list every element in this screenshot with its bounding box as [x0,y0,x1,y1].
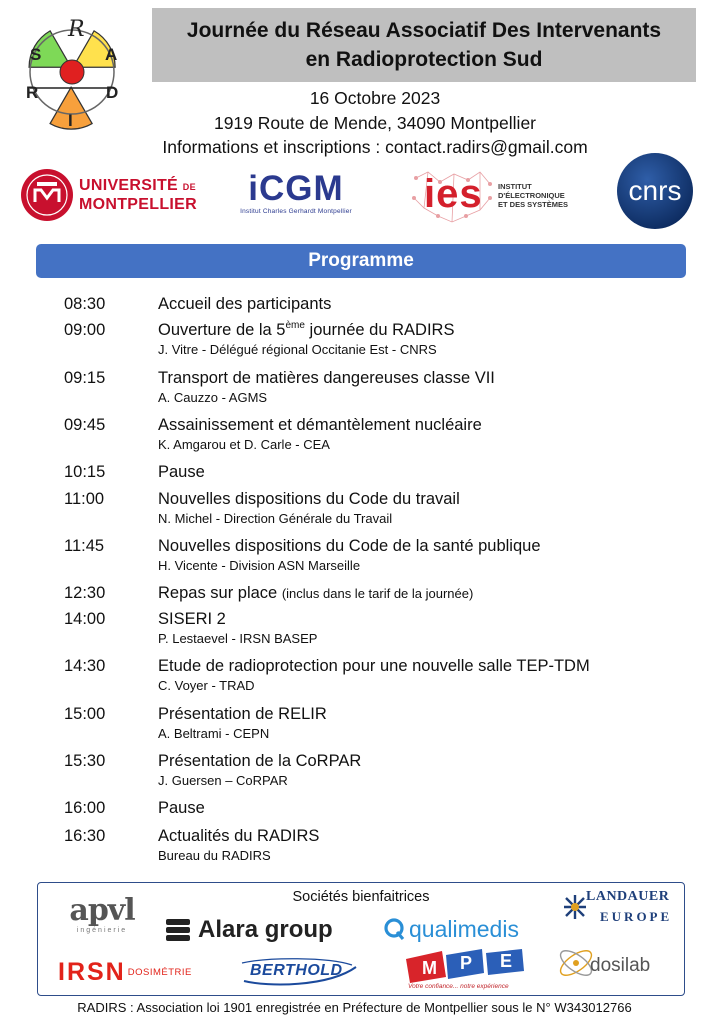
event-title-line-1: Journée du Réseau Associatif Des Intervenants [186,19,662,42]
event-title-line-2: en Radioprotection Sud [305,48,543,71]
berthold-logo [238,957,362,987]
schedule-time: 16:00 [64,799,106,817]
um-de: DE [182,181,196,192]
schedule-time: 15:30 [64,752,106,770]
logo-letter-d: D [106,83,119,102]
um-line-2: MONTPELLIER [79,195,197,213]
ies-logo [410,168,580,226]
apvl-word: apvl [69,893,135,928]
qualimedis-logo [383,913,519,945]
mpe-letter-m: M [422,958,437,978]
um-seal-icon [20,168,74,222]
mpe-letter-p: P [460,953,473,973]
schedule-time: 11:00 [64,490,105,508]
dosilab-word: dosilab [590,955,651,976]
schedule-speaker: A. Cauzzo - AGMS [158,390,268,405]
event-contact: Informations et inscriptions : contact.radirs@gmail.com [162,137,588,157]
mpe-logo [402,945,532,995]
schedule-time: 12:30 [64,584,106,602]
icgm-logo [236,170,356,226]
landauer-star-icon [562,893,588,921]
logo-letter-r-top: R [68,17,85,42]
schedule-title: SISERI 2 [158,610,226,628]
cnrs-word: cnrs [628,175,682,206]
qualimedis-q-icon [383,917,405,941]
schedule-title: Présentation de la CoRPAR [158,752,362,770]
schedule-title-pre: Ouverture de la 5 [158,321,286,339]
mpe-letter-e: E [500,951,513,971]
schedule-time: 09:15 [64,369,106,387]
ies-word: ies [424,172,483,216]
schedule-title: Transport de matières dangereuses classe VII [158,369,495,387]
irsn-subtitle: DOSIMÉTRIE [127,966,192,978]
logo-letter-a: A [105,45,118,64]
logo-letter-i: I [68,111,73,130]
icgm-part-1: iC [248,169,286,208]
schedule-speaker: J. Vitre - Délégué régional Occitanie Est - CNRS [158,342,437,357]
schedule-speaker: A. Beltrami - CEPN [158,726,270,741]
schedule-time: 10:15 [64,463,106,481]
schedule-speaker: P. Lestaevel - IRSN BASEP [158,631,318,646]
dosilab-logo [556,939,668,987]
event-date: 16 Octobre 2023 [309,88,441,108]
schedule-title: Assainissement et démantèlement nucléaire [158,416,482,434]
mpe-tagline: Votre confiance... notre expérience [408,983,509,990]
schedule-time: 14:30 [64,657,106,675]
alara-group-logo [166,913,333,947]
schedule-time: 16:30 [64,827,106,845]
schedule-time: 09:45 [64,416,106,434]
schedule-title: Nouvelles dispositions du Code du travail [158,490,460,508]
event-address: 1919 Route de Mende, 34090 Montpellier [213,113,537,133]
sponsors-heading: Sociétés bienfaitrices [292,889,430,905]
landauer-europe-logo [562,885,680,931]
sponsors-box [37,882,685,996]
schedule-speaker: Bureau du RADIRS [158,848,271,863]
ies-sub-1: INSTITUT [498,182,532,191]
ies-sub-3: ET DES SYSTÈMES [498,200,569,209]
schedule-title: Accueil des participants [158,295,332,313]
schedule-title: Nouvelles dispositions du Code de la santé publique [158,537,541,555]
schedule-title [158,320,454,340]
schedule-title-note: (inclus dans le tarif de la journée) [281,586,474,601]
schedule-speaker: J. Guersen – CoRPAR [158,773,288,788]
schedule-time: 08:30 [64,295,106,313]
mpe-tiles-icon [402,945,532,985]
europe-word: EUROPE [600,909,673,924]
schedule-speaker: N. Michel - Direction Générale du Travail [158,511,393,526]
schedule-speaker: K. Amgarou et D. Carle - CEA [158,437,330,452]
schedule-title: Actualités du RADIRS [158,827,320,845]
schedule-time: 11:45 [64,537,105,555]
icgm-subtitle: Institut Charles Gerhardt Montpellier [240,208,352,215]
radirs-logo [10,8,134,134]
apvl-logo [52,895,152,941]
schedule-time: 15:00 [64,705,106,723]
irsn-word: IRSN [58,957,126,986]
ies-sub-2: D'ÉLECTRONIQUE [498,191,565,200]
schedule-time: 09:00 [64,321,106,339]
schedule-title: Pause [158,799,205,817]
schedule-time: 14:00 [64,610,106,628]
irsn-dosimetrie-logo [58,957,192,987]
logo-letter-r-bottom: R [26,83,39,102]
alara-stack-icon [166,919,190,941]
schedule-title: Présentation de RELIR [158,705,327,723]
schedule-title [158,583,473,604]
alara-word: Alara group [198,916,333,943]
cnrs-logo [616,152,694,230]
qualimedis-word: qualimedis [409,915,519,942]
programme-heading: Programme [36,244,686,278]
logo-letter-s: S [30,45,42,64]
schedule-title-post: journée du RADIRS [304,321,455,339]
schedule-title-main: Repas sur place [158,584,278,602]
schedule-title: Pause [158,463,205,481]
icgm-part-2: GM [285,169,344,208]
berthold-word: BERTHOLD [250,962,343,979]
schedule-title-sup: ème [285,320,305,331]
um-line-1: UNIVERSITÉ [79,176,179,194]
event-title-box [152,8,696,82]
footer-registration: RADIRS : Association loi 1901 enregistrée en Préfecture de Montpellier sous le N° W343012766 [77,1000,632,1015]
schedule-title: Etude de radioprotection pour une nouvelle salle TEP-TDM [158,657,590,675]
apvl-subtitle: ingénierie [76,927,128,934]
landauer-word: LANDAUER [586,889,670,904]
universite-montpellier-logo [20,165,197,225]
schedule-speaker: C. Voyer - TRAD [158,678,255,693]
schedule-speaker: H. Vicente - Division ASN Marseille [158,558,361,573]
